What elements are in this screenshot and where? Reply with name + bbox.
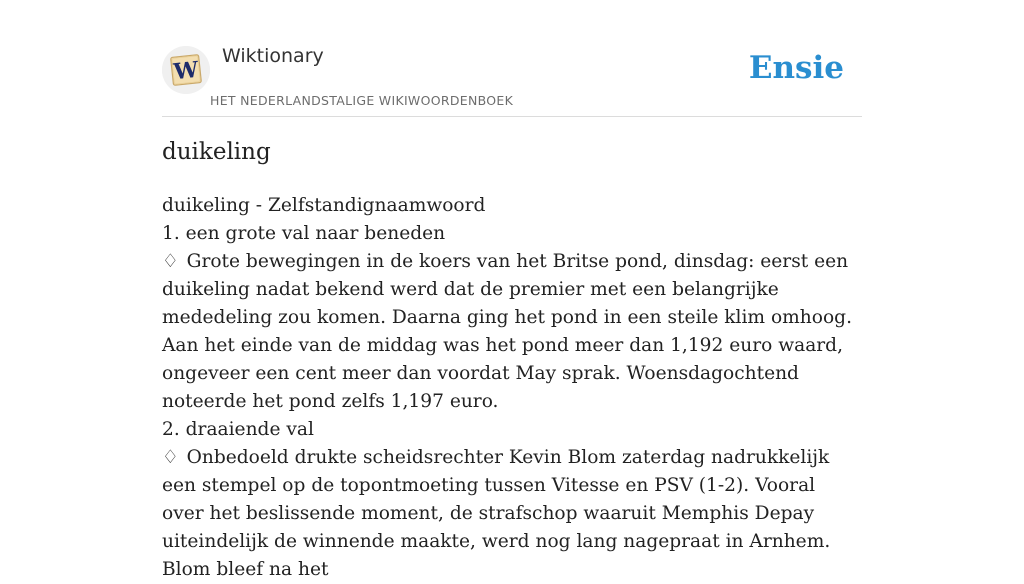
example-text: Grote bewegingen in de koers van het Britse pond, dinsdag: eerst een duikeling nadat bekend werd dat de premier met een belangrijke mededeling zou komen. Daarna ging het pond in een steile klim omhoog. Aan het einde van de middag was het pond meer dan 1,192 euro waard, ongeveer een cent meer dan voordat May sprak. Woensdagochtend noteerde het pond zelfs 1,197 euro.: [162, 251, 852, 412]
example-text: Onbedoeld drukte scheidsrechter Kevin Blom zaterdag nadrukkelijk een stempel op de topontmoeting tussen Vitesse en PSV (1-2). Vooral over het beslissende moment, de strafschop waaruit Memphis Depay uiteindelijk de winnende maakte, werd nog lang nagepraat in Arnhem. Blom bleef na het: [162, 447, 831, 580]
logo-letter: W: [172, 56, 200, 86]
page-container: [162, 0, 862, 580]
sense-definition: 1. een grote val naar beneden: [162, 223, 446, 244]
example-marker-icon: ♢: [162, 251, 179, 272]
sense-example: [162, 444, 862, 584]
wiktionary-logo-icon[interactable]: [162, 46, 210, 94]
wiktionary-tile-icon: [162, 46, 210, 94]
sense-example: [162, 248, 862, 416]
entry-heading: duikeling - Zelfstandignaamwoord: [162, 195, 486, 216]
entry-body: [162, 192, 862, 584]
site-subtitle: HET NEDERLANDSTALIGE WIKIWOORDENBOEK: [210, 93, 514, 108]
sense-definition: 2. draaiende val: [162, 419, 314, 440]
site-header: [162, 0, 862, 117]
site-name[interactable]: Wiktionary: [222, 45, 324, 67]
example-marker-icon: ♢: [162, 447, 179, 468]
page-title: duikeling: [162, 139, 271, 165]
ensie-brand-link[interactable]: Ensie: [748, 50, 844, 86]
